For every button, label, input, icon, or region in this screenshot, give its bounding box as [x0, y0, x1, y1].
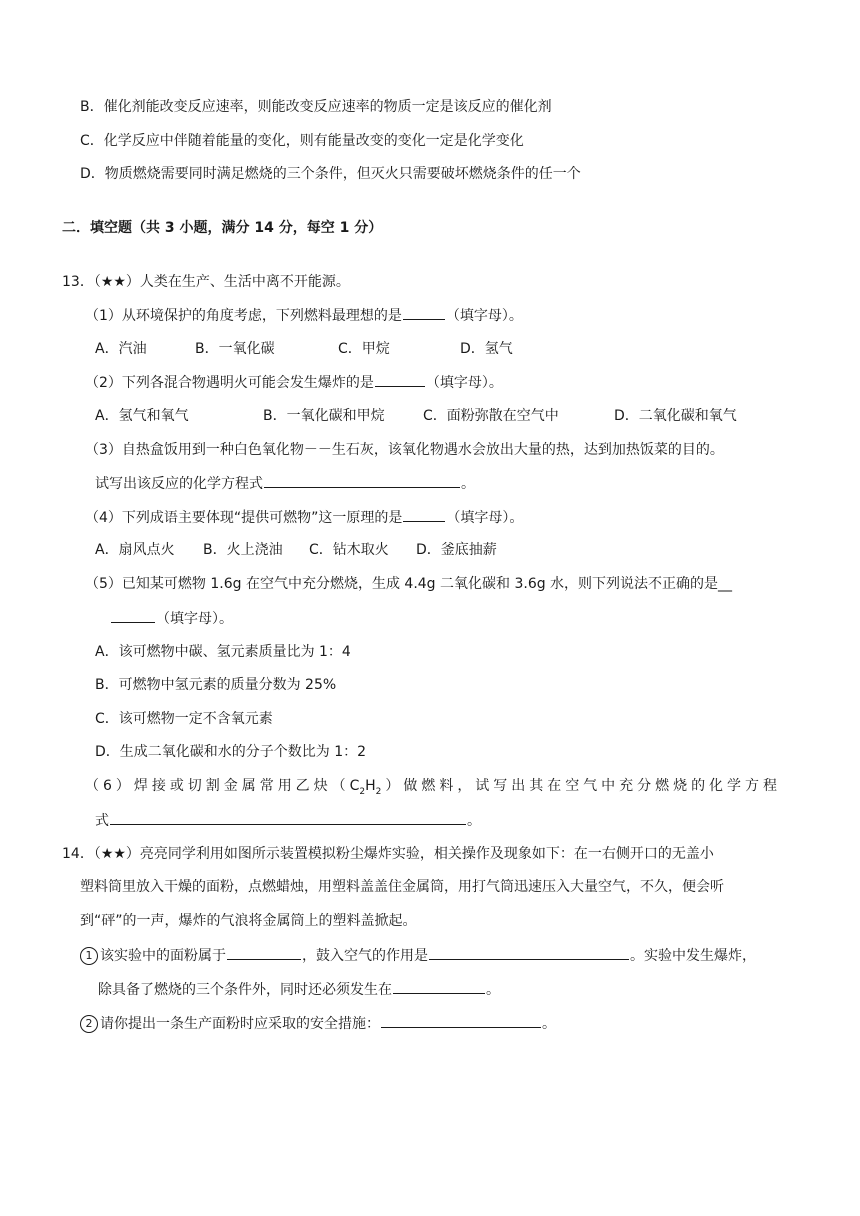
- option-c: C．甲烷: [338, 341, 390, 357]
- q13-part6-suffix: 。: [467, 813, 481, 829]
- circled-number: 2: [80, 1015, 98, 1033]
- q13-part2-options: [95, 406, 737, 426]
- q13-part4-text: （4）下列成语主要体现“提供可燃物”这一原理的是: [85, 510, 403, 526]
- q13-part1-text: （1）从环境保护的角度考虑，下列燃料最理想的是: [85, 308, 402, 324]
- q14-sub2-suffix: 。: [542, 1016, 556, 1032]
- answer-blank[interactable]: [111, 608, 155, 623]
- option-a: A．扇风点火: [95, 542, 175, 558]
- q13-stem: 13．（★★）人类在生产、生活中离不开能源。: [62, 274, 350, 290]
- q13-part1-suffix: （填字母）。: [445, 308, 523, 324]
- option-b: B．一氧化碳和甲烷: [263, 408, 385, 424]
- q13-part3-text: 试写出该反应的化学方程式: [95, 476, 263, 492]
- option-c: C．面粉弥散在空气中: [423, 408, 559, 424]
- q14-sub1-line1: [80, 945, 756, 966]
- answer-blank[interactable]: [375, 372, 425, 387]
- option-b: B．一氧化碳: [195, 341, 275, 357]
- q13-part2: [85, 372, 503, 393]
- q13-part4: [85, 507, 523, 528]
- q13-part6-line2: [95, 810, 481, 831]
- formula-subscript: 2: [359, 786, 366, 797]
- answer-blank[interactable]: [110, 810, 466, 825]
- q13-part3-line1: （3）自热盒饭用到一种白色氧化物－－生石灰，该氧化物遇水会放出大量的热，达到加热饭菜的目的。: [85, 442, 724, 458]
- q14-sub1-text-mid: ，鼓入空气的作用是: [302, 948, 428, 964]
- option-a: A．氢气和氧气: [95, 408, 189, 424]
- answer-blank[interactable]: [403, 305, 445, 320]
- q13-part5-line1: （5）已知某可燃物 1.6g 在空气中充分燃烧，生成 4.4g 二氧化碳和 3.6g 水，则下列说法不正确的是__: [85, 576, 733, 592]
- option-d: D．二氧化碳和氧气: [614, 408, 737, 424]
- q14-sub2-text: 请你提出一条生产面粉时应采取的安全措施：: [100, 1016, 380, 1032]
- option-d: D．釜底抽薪: [416, 542, 497, 558]
- answer-blank[interactable]: [403, 507, 445, 522]
- q13-part6-text: （6）焊接或切割金属常用乙炔（C: [85, 778, 360, 794]
- q13-part4-options: [95, 540, 497, 560]
- q14-stem-line3: 到“砰”的一声，爆炸的气浪将金属筒上的塑料盖掀起。: [80, 913, 417, 929]
- q13-part6-text-cont: ）做燃料，试写出其在空气中充分燃烧的化学方程: [381, 778, 777, 794]
- q13-part5-suffix: （填字母）。: [156, 611, 233, 627]
- q13-part5-option-a: A．该可燃物中碳、氢元素质量比为 1：4: [95, 644, 351, 660]
- q13-part1: [85, 305, 523, 326]
- q13-part3-suffix: 。: [461, 476, 475, 492]
- answer-blank[interactable]: [227, 945, 301, 960]
- q13-part5-line2: [110, 608, 233, 629]
- formula-element: H: [365, 778, 376, 794]
- q13-part2-text: （2）下列各混合物遇明火可能会发生爆炸的是: [85, 375, 374, 391]
- q13-part2-suffix: （填字母）。: [425, 375, 503, 391]
- q13-part5-option-d: D．生成二氧化碳和水的分子个数比为 1：2: [95, 744, 367, 760]
- q13-part3-line2: [95, 473, 475, 494]
- circled-number: 1: [80, 947, 98, 965]
- prev-option-d: D．物质燃烧需要同时满足燃烧的三个条件，但灭火只需要破坏燃烧条件的任一个: [80, 166, 581, 182]
- option-b: B．火上浇油: [203, 542, 283, 558]
- q14-stem-line1: 14．（★★）亮亮同学利用如图所示装置模拟粉尘爆炸实验，相关操作及现象如下：在一右侧开口的无盖小: [62, 846, 714, 862]
- q14-sub1-text-post: 。实验中发生爆炸，: [630, 948, 756, 964]
- q14-sub2: [80, 1013, 556, 1034]
- q13-part4-suffix: （填字母）。: [446, 510, 524, 526]
- q14-sub1-suffix: 。: [486, 982, 500, 998]
- option-c: C．钻木取火: [309, 542, 389, 558]
- q14-sub1-line2-text: 除具备了燃烧的三个条件外，同时还必须发生在: [98, 982, 392, 998]
- answer-blank[interactable]: [429, 945, 629, 960]
- answer-blank[interactable]: [264, 473, 460, 488]
- prev-option-c: C．化学反应中伴随着能量的变化，则有能量改变的变化一定是化学变化: [80, 133, 524, 149]
- section-heading: 二．填空题（共 3 小题，满分 14 分，每空 1 分）: [62, 220, 383, 236]
- q14-stem-line2: 塑料筒里放入干燥的面粉，点燃蜡烛，用塑料盖盖住金属筒，用打气筒迅速压入大量空气，不久，便会听: [80, 879, 724, 895]
- q13-part1-options: [95, 339, 513, 359]
- q14-sub1-text: 该实验中的面粉属于: [100, 948, 226, 964]
- q14-sub1-line2: [98, 979, 500, 1000]
- answer-blank[interactable]: [393, 979, 485, 994]
- formula-subscript: 2: [375, 786, 382, 797]
- q13-part5-option-c: C．该可燃物一定不含氧元素: [95, 711, 273, 727]
- option-a: A．汽油: [95, 341, 147, 357]
- option-d: D．氢气: [460, 341, 513, 357]
- q13-part6-line2-text: 式: [95, 813, 109, 829]
- answer-blank[interactable]: [381, 1013, 541, 1028]
- q13-part5-option-b: B．可燃物中氢元素的质量分数为 25%: [95, 677, 337, 693]
- prev-option-b: B．催化剂能改变反应速率，则能改变反应速率的物质一定是该反应的催化剂: [80, 99, 552, 115]
- q13-part6-line1: [85, 776, 777, 802]
